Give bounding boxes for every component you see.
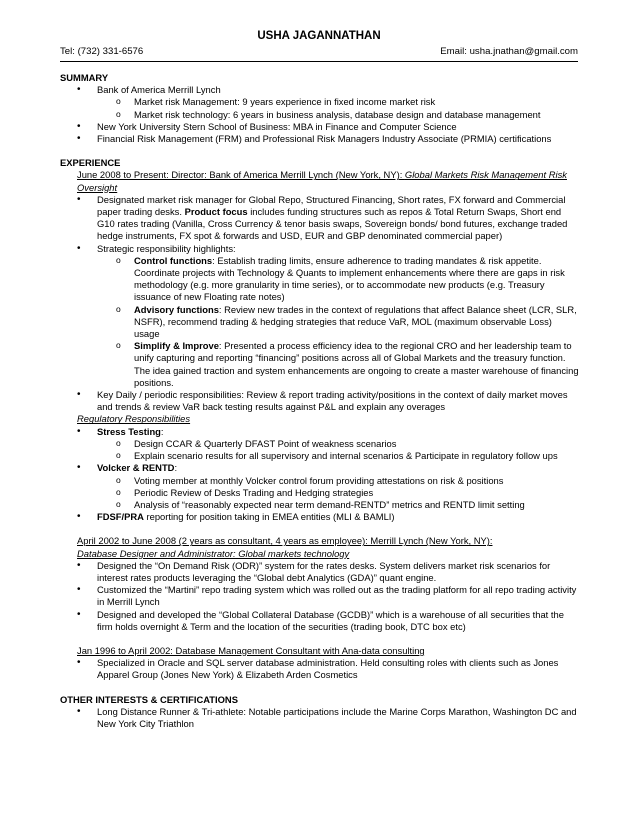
job-title: April 2002 to June 2008 (2 years as consultant, 4 years as employee): Merrill Lynch (New York, NY): — [77, 535, 493, 547]
bullet-emphasis: Control functions — [134, 254, 213, 266]
bullet-emphasis: Volcker & RENTD — [97, 462, 175, 474]
job-title-text: June 2008 to Present: Director: Bank of America Merrill Lynch (New York, NY): — [77, 169, 405, 181]
phone-number: Tel: (732) 331-6576 — [60, 46, 144, 57]
job-bullets — [60, 194, 580, 414]
bullet-text: : Establish trading limits, ensure adherence to trading mandates & risk appetite. Coordinate projects with Technology & Quants to implement enhancements where there are gaps in risk methodology (e.g. more granularity in time series), or to accommodate new products (e.g. Treasury issuance of new Floating rate notes) — [134, 254, 565, 303]
job-bullet — [60, 462, 580, 474]
job-subbullet — [60, 304, 580, 341]
other-item: • Long Distance Runner & Tri-athlete: Notable participations include the Marine Corps Marathon, Washington DC and New York City Triathlon — [60, 706, 580, 730]
job-bullet — [60, 426, 580, 438]
other-list — [60, 706, 580, 730]
bullet-text: includes funding structures such as repos & Total Return Swaps, Short end G10 rates trading (Vanilla, Cross Currency & tenor basis swaps, Sovereign bonds/ bond futures, exchange traded hedge instruments, FX spot & forwards and USD, EUR and GBP denominated commercial paper) — [97, 206, 568, 242]
header-divider — [60, 61, 578, 62]
job-subtitle: Database Designer and Administrator: Global markets technology — [77, 547, 350, 559]
job-title — [60, 169, 580, 193]
job-bullet: • Designed the “On Demand Risk (ODR)” system for the rates desks. System delivers market risk scenarios for interest rates products leveraging the “Global debt Analytics (GDA)” quant engine. — [60, 560, 580, 584]
experience-heading: EXPERIENCE — [60, 157, 121, 169]
job-bullet: • Designed and developed the “Global Collateral Database (GCDB)” which is a warehouse of all securities that the firm holds overnight & Term and the location of the securities (trading book, DTC box etc) — [60, 609, 580, 633]
job-subbullet: o Periodic Review of Desks Trading and Hedging strategies — [60, 487, 580, 499]
bullet-emphasis: Simplify & Improve — [134, 340, 219, 352]
job-bullet — [60, 511, 580, 523]
job-bullets — [60, 560, 580, 633]
bullet-text: : — [160, 425, 164, 437]
job-bullet: • Customized the “Martini” repo trading system which was rolled out as the trading platform for all repo trading activity in Merrill Lynch — [60, 584, 580, 608]
summary-list — [60, 84, 580, 145]
contact-line — [60, 46, 578, 58]
candidate-name: USHA JAGANNATHAN — [257, 30, 381, 42]
job-subbullet — [60, 255, 580, 304]
summary-item: • New York University Stern School of Business: MBA in Finance and Computer Science — [60, 121, 580, 133]
bullet-emphasis: Product focus — [184, 206, 248, 218]
bullet-emphasis: FDSF/PRA — [97, 511, 144, 523]
job-bullet: • Strategic responsibility highlights: — [60, 243, 580, 255]
bullet-emphasis: Advisory functions — [134, 303, 219, 315]
job-bullet: • Specialized in Oracle and SQL server database administration. Held consulting roles with clients such as Jones Apparel Group (Jones New York) & Elizabeth Arden Cosmetics — [60, 657, 580, 681]
resume-body — [60, 72, 580, 730]
job-subbullet: o Analysis of “reasonably expected near term demand-RENTD” metrics and RENTD limit setting — [60, 499, 580, 511]
regulatory-heading: Regulatory Responsibilities — [77, 413, 191, 425]
summary-item: • Bank of America Merrill Lynch — [60, 84, 580, 96]
job-subbullet — [60, 340, 580, 389]
job-title-department: Global Markets Risk Management Risk Oversight — [77, 169, 567, 193]
job-bullets — [60, 657, 580, 681]
bullet-text: : Presented a process efficiency idea to the regional CRO and her leadership team to unify capturing and reporting “financing” positions across all of Global Markets and the treasury function. The idea gained traction and system enhancements are ongoing to create a master warehouse of financing positions. — [134, 340, 579, 388]
other-heading: OTHER INTERESTS & CERTIFICATIONS — [60, 693, 238, 705]
summary-item: • Financial Risk Management (FRM) and Professional Risk Managers Industry Associate (PRMIA) certifications — [60, 133, 580, 145]
bullet-text: Designated market risk manager for Global Repo, Structured Financing, Short rates, FX forward and Commercial paper trading desks. — [97, 193, 566, 218]
bullet-text: : — [174, 462, 178, 474]
summary-subitem: o Market risk Management: 9 years experience in fixed income market risk — [60, 96, 580, 108]
summary-heading: SUMMARY — [60, 72, 109, 83]
bullet-text: : Review new trades in the context of regulations that affect Balance sheet (LCR, SLR, NSFR), recommend trading & hedging strategies that reduce VaR, MOL (maximum observable Loss) usage — [134, 303, 577, 340]
job-subbullet: o Voting member at monthly Volcker control forum providing attestations on risk & positions — [60, 475, 580, 487]
summary-subitem: o Market risk technology: 6 years in business analysis, database design and database management — [60, 109, 580, 121]
job-bullet: • Key Daily / periodic responsibilities: Review & report trading activity/positions in the context of daily market moves and trends & review VaR back testing results against P&L and explain any overages — [60, 389, 580, 413]
bullet-text: reporting for position taking in EMEA entities (MLI & BAMLI) — [143, 511, 395, 523]
job-subbullet: o Design CCAR & Quarterly DFAST Point of weakness scenarios — [60, 438, 580, 450]
job-title: Jan 1996 to April 2002: Database Management Consultant with Ana-data consulting — [77, 644, 425, 656]
bullet-emphasis: Stress Testing — [97, 425, 161, 437]
regulatory-bullets — [60, 426, 580, 524]
job-subbullet: o Explain scenario results for all supervisory and internal scenarios & Participate in regulatory follow ups — [60, 450, 580, 462]
job-bullet — [60, 194, 580, 243]
email-address: Email: usha.jnathan@gmail.com — [440, 46, 578, 57]
